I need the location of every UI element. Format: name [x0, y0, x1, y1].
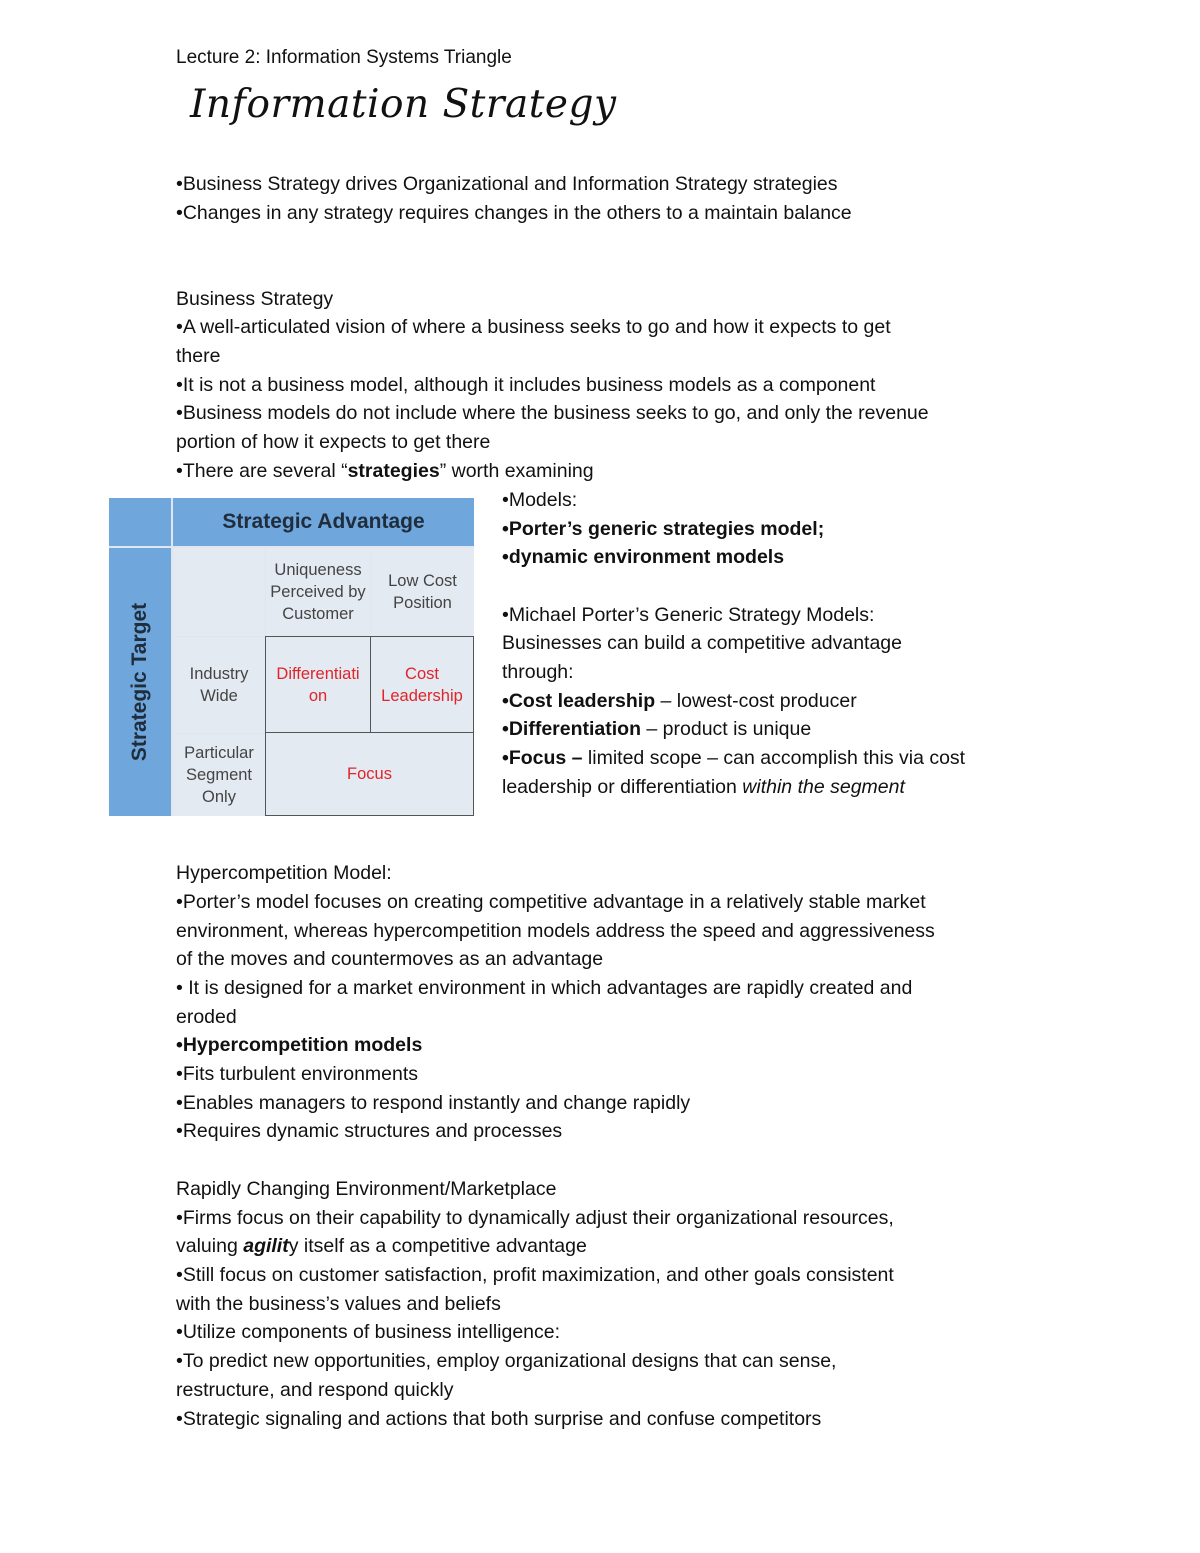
- matrix-row-segment: [173, 734, 265, 816]
- porter-cost-line: [502, 687, 857, 715]
- matrix-cell-differentiation: [265, 636, 371, 733]
- rapid-line-5: •Utilize components of business intelligence:: [176, 1321, 561, 1343]
- porter-cost-rest: – lowest-cost producer: [655, 690, 857, 712]
- porter-line-2: Businesses can build a competitive advantage: [502, 632, 902, 654]
- rapid-line-3: •Still focus on customer satisfaction, profit maximization, and other goals consistent: [176, 1264, 894, 1286]
- hyper-line-1: •Porter’s model focuses on creating competitive advantage in a relatively stable market: [176, 891, 926, 913]
- porter-cost-bold: •Cost leadership: [502, 690, 656, 712]
- porter-diff-rest: – product is unique: [641, 718, 812, 740]
- strategic-advantage-label: Strategic Advantage: [222, 510, 425, 533]
- bs-line-4: •Business models do not include where the business seeks to go, and only the revenue: [176, 402, 929, 424]
- hyper-line-6: •Hypercompetition models: [176, 1034, 423, 1056]
- bs-line-2: there: [176, 345, 221, 367]
- row-segment-label: Particular Segment Only: [184, 744, 254, 806]
- lecture-header: Lecture 2: Information Systems Triangle: [176, 47, 512, 68]
- porter-diff-line: [502, 715, 811, 743]
- bs-line-6-post: ” worth examining: [439, 460, 594, 482]
- row-industry-wide-label: Industry Wide: [189, 665, 249, 705]
- focus-label: Focus: [347, 765, 392, 783]
- bs-line-6-pre: •There are several “: [176, 460, 348, 482]
- bs-line-5: portion of how it expects to get there: [176, 431, 491, 453]
- intro-line-1: •Business Strategy drives Organizational and Information Strategy strategies: [176, 173, 838, 195]
- porter-focus-rest: limited scope – can accomplish this via cost: [582, 747, 966, 769]
- porter-last-line: [502, 773, 905, 801]
- rapid-heading: Rapidly Changing Environment/Marketplace: [176, 1178, 557, 1200]
- hyper-line-2: environment, whereas hypercompetition models address the speed and aggressiveness: [176, 920, 935, 942]
- hyper-heading: Hypercompetition Model:: [176, 862, 392, 884]
- strategic-target-label: Strategic Target: [128, 602, 152, 762]
- rapid-line-8: •Strategic signaling and actions that both surprise and confuse competitors: [176, 1408, 822, 1430]
- porter-line-1: •Michael Porter’s Generic Strategy Models:: [502, 604, 875, 626]
- matrix-cell-focus: [265, 732, 474, 816]
- porter-last-italic: within the segment: [742, 776, 905, 798]
- hyper-line-5: eroded: [176, 1006, 237, 1028]
- matrix-cell-cost-leadership: [370, 636, 474, 733]
- differentiation-label: Differentiation: [276, 664, 360, 705]
- porter-focus-bold: •Focus –: [502, 747, 583, 769]
- col-low-cost-label: Low Cost Position: [388, 572, 457, 612]
- cost-leadership-label: Cost Leadership: [381, 664, 463, 705]
- rapid-line-4: with the business’s values and beliefs: [176, 1293, 501, 1315]
- porter-line-3: through:: [502, 661, 574, 683]
- models-line-3: •dynamic environment models: [502, 546, 785, 568]
- rapid-line-6: •To predict new opportunities, employ organizational designs that can sense,: [176, 1350, 837, 1372]
- hyper-line-7: •Fits turbulent environments: [176, 1063, 419, 1085]
- col-uniqueness-label: Uniqueness Perceived by Customer: [270, 561, 366, 623]
- porter-focus-line: [502, 744, 965, 772]
- bs-line-6-bold: strategies: [347, 460, 440, 482]
- matrix-row-industry-wide: [173, 637, 265, 733]
- hyper-line-8: •Enables managers to respond instantly and change rapidly: [176, 1092, 691, 1114]
- rapid-line-2-pre: valuing: [176, 1235, 244, 1257]
- matrix-top-header: [173, 498, 474, 546]
- bs-line-3: •It is not a business model, although it includes business models as a component: [176, 374, 876, 396]
- porter-diff-bold: •Differentiation: [502, 718, 641, 740]
- rapid-line-7: restructure, and respond quickly: [176, 1379, 454, 1401]
- hyper-line-3: of the moves and countermoves as an advantage: [176, 948, 604, 970]
- matrix-blank-cell: [173, 548, 265, 636]
- rapid-line-2-agility: agilit: [243, 1235, 289, 1257]
- bs-line-6: [176, 457, 594, 485]
- porter-strategy-matrix: [109, 498, 474, 816]
- matrix-corner: [109, 498, 171, 546]
- intro-line-2: •Changes in any strategy requires changes in the others to a maintain balance: [176, 202, 852, 224]
- models-line-2: •Porter’s generic strategies model;: [502, 518, 825, 540]
- rapid-line-2-post: y itself as a competitive advantage: [288, 1235, 587, 1257]
- models-line-1: •Models:: [502, 489, 578, 511]
- page-title: Information Strategy: [190, 82, 617, 127]
- bs-line-1: •A well-articulated vision of where a business seeks to go and how it expects to get: [176, 316, 891, 338]
- rapid-line-1: •Firms focus on their capability to dynamically adjust their organizational resources,: [176, 1207, 894, 1229]
- business-strategy-heading: Business Strategy: [176, 288, 334, 310]
- matrix-side-header: [109, 548, 171, 816]
- porter-last-pre: leadership or differentiation: [502, 776, 743, 798]
- rapid-line-2: [176, 1232, 587, 1260]
- hyper-line-4: • It is designed for a market environment in which advantages are rapidly created and: [176, 977, 913, 999]
- matrix-col-low-cost: [371, 548, 474, 636]
- hyper-line-9: •Requires dynamic structures and processes: [176, 1120, 563, 1142]
- matrix-col-uniqueness: [266, 548, 370, 636]
